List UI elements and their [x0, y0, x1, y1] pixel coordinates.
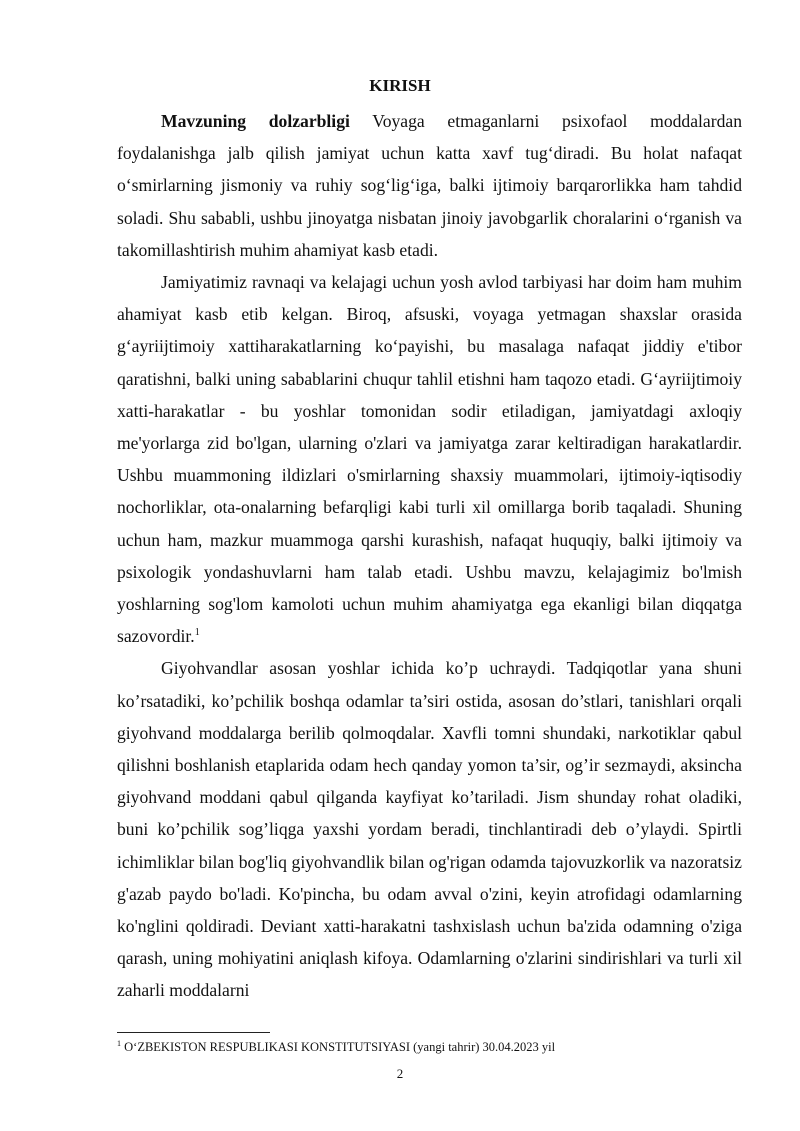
- footnote-number: 1: [117, 1038, 121, 1048]
- footnote-text: O‘ZBEKISTON RESPUBLIKASI KONSTITUTSIYASI (yangi tahrir) 30.04.2023 yil: [121, 1040, 556, 1054]
- paragraph-text: Jamiyatimiz ravnaqi va kelajagi uchun yosh avlod tarbiyasi har doim ham muhim ahamiyat kasb etib kelgan. Biroq, afsuski, voyaga yetmagan shaxslar orasida g‘ayriijtimoiy xattiharakatlarning ko‘payishi, bu masalaga nafaqat jiddiy e'tibor qaratishni, balki uning sabablarini chuqur tahlil etishni ham taqozo etadi. G‘ayriijtimoiy xatti-harakatlar - bu yoshlar tomonidan sodir etiladigan, jamiyatdagi axloqiy me'yorlarga zid bo'lgan, ularning o'zlari va jamiyatga zarar keltiradigan harakatlardir. Ushbu muammoning ildizlari o'smirlarning shaxsiy muammolari, ijtimoiy-iqtisodiy nochorliklar, ota-onalarning befarqligi kabi turli xil omillarga borib taqaladi. Shuning uchun ham, mazkur muammoga qarshi kurashish, nafaqat huquqiy, balki ijtimoiy va psixologik yondashuvlarni ham talab etadi. Ushbu mavzu, kelajagimiz bo'lmish yoshlarning sog'lom kamoloti uchun muhim ahamiyatga ega ekanligi bilan diqqatga sazovordir.: [117, 272, 742, 647]
- paragraph-lead: Mavzuning dolzarbligi: [161, 111, 350, 131]
- page-number: 2: [396, 1066, 404, 1081]
- paragraph-relevance: [117, 105, 742, 266]
- footnote-reference[interactable]: 1: [194, 627, 200, 639]
- footnote: [117, 1039, 742, 1055]
- section-heading: KIRISH: [369, 76, 431, 95]
- paragraph-text: Voyaga etmaganlarni psixofaol moddalardan foydalanishga jalb qilish jamiyat uchun katta xavf tug‘diradi. Bu holat nafaqat o‘smirlarning jismoniy va ruhiy sog‘lig‘iga, balki ijtimoiy barqarorlikka ham tahdid soladi. Shu sababli, ushbu jinoyatga nisbatan jinoiy javobgarlik choralarini o‘rganish va takomillashtirish muhim ahamiyat kasb etadi.: [117, 111, 742, 260]
- paragraph-society: [117, 266, 742, 652]
- paragraph-text: Giyohvandlar asosan yoshlar ichida ko’p uchraydi. Tadqiqotlar yana shuni ko’rsatadiki, ko’pchilik boshqa odamlar ta’siri ostida, asosan do’stlari, tanishlari orqali giyohvand moddalarga berilib qolmoqdalar. Xavfli tomni shundaki, narkotiklar qabul qilishni boshlanish etaplarida odam hech qanday yomon ta’sir, og’ir sezmaydi, aksincha giyohvand moddani qabul qilganda kayfiyat ko’tariladi. Jism shunday rohat oladiki, buni ko’pchilik sog’liqga yaxshi yordam beradi, tinchlantiradi deb o’ylaydi. Spirtli ichimliklar bilan bog'liq giyohvandlik bilan og'rigan odamda tajovuzkorlik va nazoratsiz g'azab paydo bo'ladi. Ko'pincha, bu odam avval o'zini, keyin atrofidagi odamlarning ko'nglini qoldiradi. Deviant xatti-harakatni tashxislash uchun ba'zida odamning o'ziga qarash, uning mohiyatini aniqlash kifoya. Odamlarning o'zlarini sindirishlari va turli xil zaharli moddalarni: [117, 658, 742, 1001]
- body-text: [117, 105, 742, 1007]
- footnote-separator: [117, 1032, 270, 1033]
- paragraph-addiction: [117, 652, 742, 1006]
